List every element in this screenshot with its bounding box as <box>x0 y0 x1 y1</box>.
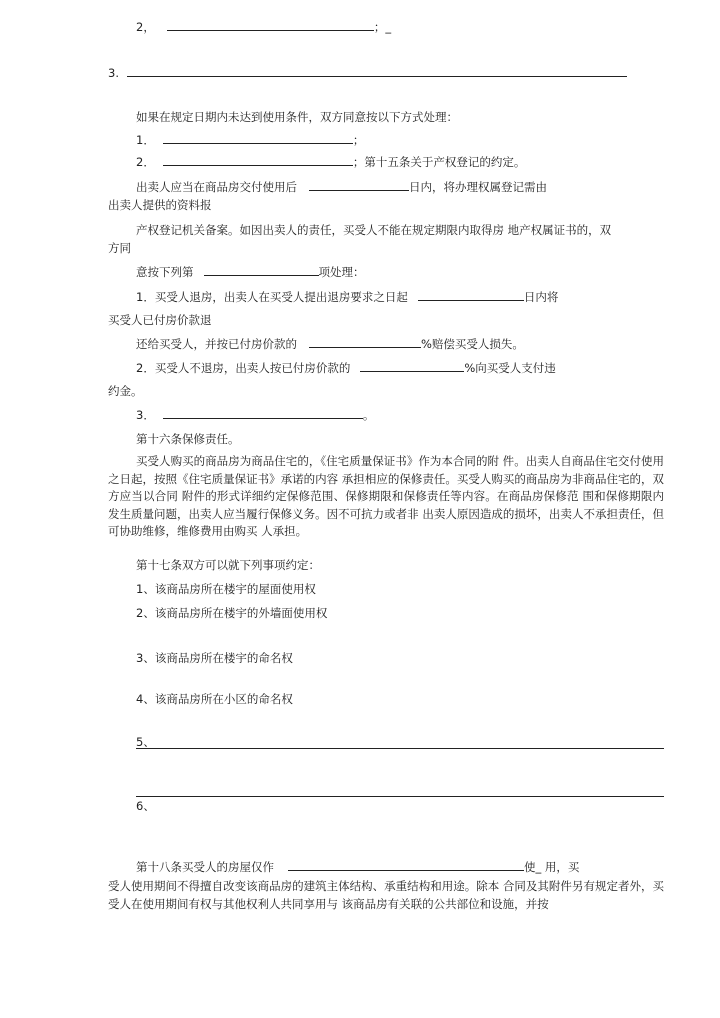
item-number: 2， <box>136 20 155 34</box>
section-heading: 第十六条保修责任。 <box>136 432 240 446</box>
paragraph-line: 买受人已付房价款退 <box>108 313 212 327</box>
item-number: 3. <box>108 66 119 80</box>
blank-item-3 <box>136 408 374 422</box>
text-after-blank: 日内将 <box>523 290 559 304</box>
paragraph-line <box>136 180 547 194</box>
paragraph-line: 如果在规定日期内未达到使用条件，双方同意按以下方式处理： <box>136 110 458 124</box>
item-suffix: ； <box>352 133 365 147</box>
fill-line[interactable] <box>136 748 664 749</box>
paragraph-line <box>136 361 556 375</box>
paragraph-line <box>136 290 558 304</box>
fill-blank[interactable] <box>288 860 524 871</box>
fill-blank[interactable] <box>360 361 464 372</box>
fill-line[interactable] <box>136 796 664 797</box>
fill-blank[interactable] <box>309 337 421 348</box>
fill-blank[interactable] <box>204 265 319 276</box>
fill-blank[interactable] <box>127 66 627 77</box>
text-after-blank: 项处理： <box>318 265 365 279</box>
fill-blank[interactable] <box>163 155 353 166</box>
text-before-blank: 第十八条买受人的房屋仅作 <box>136 860 274 874</box>
fill-blank[interactable] <box>163 408 363 419</box>
list-item: 4、该商品房所在小区的命名权 <box>136 692 293 706</box>
list-item-6: 6、 <box>136 799 155 813</box>
item-number: 3． <box>136 408 155 422</box>
text-after-blank: %向买受人支付违 <box>464 361 556 375</box>
paragraph-line <box>136 860 579 874</box>
fill-blank[interactable] <box>167 20 374 31</box>
fill-blank[interactable] <box>418 290 524 301</box>
paragraph-line: 方同 <box>108 241 131 255</box>
text-before-blank: 2．买受人不退房，出卖人按已付房价款的 <box>136 361 351 375</box>
list-item: 1、该商品房所在楼宇的屋面使用权 <box>136 582 316 596</box>
text-before-blank: 1．买受人退房，出卖人在买受人提出退房要求之日起 <box>136 290 408 304</box>
item-suffix: ；_ <box>373 20 392 34</box>
blank-item-1 <box>136 133 364 147</box>
item-suffix: ；第十五条关于产权登记的约定。 <box>352 155 526 169</box>
list-item-5: 5、 <box>136 735 155 749</box>
paragraph-line <box>136 337 524 351</box>
text-before-blank: 出卖人应当在商品房交付使用后 <box>136 180 297 194</box>
list-item: 2、该商品房所在楼宇的外墙面使用权 <box>136 606 328 620</box>
text-after-blank: 日内，将办理权属登记需由 <box>409 180 547 194</box>
text-after-blank: 使_ 用，买 <box>524 860 580 874</box>
list-item: 3、该商品房所在楼宇的命名权 <box>136 651 293 665</box>
item-number: 2． <box>136 155 155 169</box>
blank-item-2-top <box>136 20 391 34</box>
section-heading: 第十七条双方可以就下列事项约定： <box>136 558 320 572</box>
text-before-blank: 意按下列第 <box>136 265 194 279</box>
text-before-blank: 还给买受人，并按已付房价款的 <box>136 337 297 351</box>
blank-item-3-top <box>108 66 627 80</box>
fill-blank[interactable] <box>163 133 353 144</box>
item-number: 1． <box>136 133 155 147</box>
usage-paragraph: 受人使用期间不得擅自改变该商品房的建筑主体结构、承重结构和用途。除本 合同及其附件另有规定者外，买受人在使用期间有权与其他权利人共同享用与 该商品房有关联的公共部位和设施，并按 <box>108 879 664 911</box>
paragraph-line: 出卖人提供的资料报 <box>108 198 212 212</box>
fill-blank[interactable] <box>309 180 409 191</box>
paragraph-line <box>136 265 365 279</box>
item-suffix: 。 <box>362 408 375 422</box>
text-after-blank: %赔偿买受人损失。 <box>421 337 524 351</box>
blank-item-2 <box>136 155 525 169</box>
warranty-paragraph: 买受人购买的商品房为商品住宅的，《住宅质量保证书》作为本合同的附 件。出卖人自商品住宅交付使用之日起，按照《住宅质量保证书》承诺的内容 承担相应的保修责任。买受人购买的商品房为非商品住宅的，双方应当以合同 附件的形式详细约定保修范围、保修期限和保修责任等内容。在商品房保修范 围和保修期限内发生质量问题，出卖人应当履行保修义务。因不可抗力或者非 出卖人原因造成的损坏，出卖人不承担责任，但可协助维修，维修费用由购买 人承担。 <box>108 454 664 538</box>
paragraph-line: 产权登记机关备案。如因出卖人的责任，买受人不能在规定期限内取得房 地产权属证书的，双 <box>136 223 612 237</box>
paragraph-line: 约金。 <box>108 384 143 398</box>
